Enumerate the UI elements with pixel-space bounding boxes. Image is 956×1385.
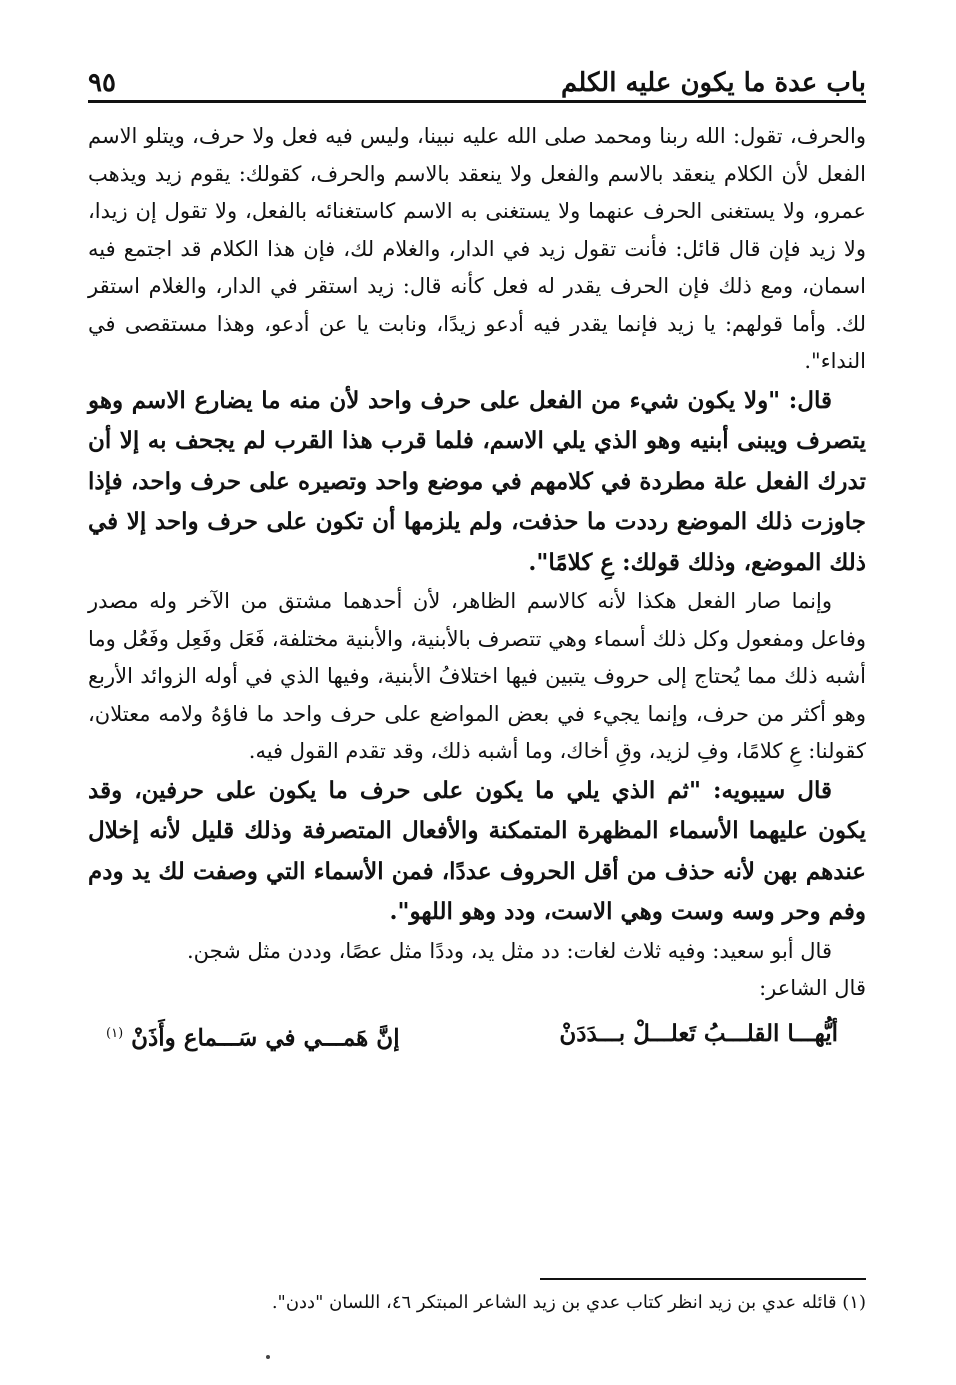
main-text [88, 118, 866, 1060]
paragraph: والحرف، تقول: الله ربنا ومحمد صلى الله عليه نبينا، وليس فيه فعل ولا حرف، ويتلو الاسم الفعل لأن الكلام ينعقد بالاسم والفعل ولا ينعقد بالاسم والحرف، كقولك: يقوم زيد ويذهب عمرو، ولا يستغنى الحرف عنهما ولا يستغنى به الاسم كاستغنائه بالفعل، ولا تقول إن زيدا، ولا زيد فإن قال قائل: فأنت تقول زيد في الدار، والغلام لك، فإن هذا الكلام قد اجتمع فيه اسمان، ومع ذلك فإن الحرف يقدر له فعل كأنه قال: زيد استقر في الدار، والغلام استقر لك. وأما قولهم: يا زيد فإنما يقدر فيه أدعو زيدًا، ونابت يا عن أدعو، وهذا مستقصى في النداء". [88, 124, 866, 373]
footnote-rule [540, 1278, 866, 1280]
paragraph: قال أبو سعيد: وفيه ثلاث لغات: دد مثل يد، وددًا مثل عصًا، وددن مثل شجن. [186, 938, 832, 963]
verse-first-hemistich: أيُّهـــا القلـــبُ تَعلـــلْ بـــدَدَنْ [559, 1019, 838, 1047]
page-number: ٩٥ [88, 68, 116, 98]
quoted-paragraph: قال سيبويه: "ثم الذي يلي ما يكون على حرف ما يكون على حرفين، وقد يكون عليهما الأسماء المظهرة المتمكنة والأفعال المتصرفة وذلك قليل لأنه إخلال عندهم بهن لأنه حذف من أقل الحروف عددًا، فمن الأسماء التي وصفت لك يد ودم وفم وحر وسه وست وهي الاست، ودد وهو اللهو". [88, 776, 866, 925]
chapter-title: باب عدة ما يكون عليه الكلم [561, 68, 866, 98]
quoted-paragraph: قال: "ولا يكون شيء من الفعل على حرف واحد لأن منه ما يضارع الاسم وهو يتصرف ويبنى أبنيه وهو الذي يلي الاسم، فلما قرب هذا القرب لم يجحف به إلا أن تدرك الفعل علة مطردة في كلامهم في موضع واحد وتصيره على حرف واحد، فإذا جاوزت ذلك الموضع رددت ما حذفت، ولم يلزمها أن تكون على حرف واحد إلا في ذلك الموضع، وذلك قولك: عِ كلامًا". [88, 386, 866, 576]
print-speck [266, 1355, 270, 1359]
verse-second-hemistich: إنَّ هَمـــي في سَـــماع وأَذَنْ $^{(١)}$ [106, 1024, 400, 1052]
poetry-verse [88, 1012, 866, 1061]
footnote: (١) قائله عدي بن زيد انظر كتاب عدي بن زيد الشاعر المبتكر ٤٦، اللسان "ددن". [271, 1292, 866, 1313]
header-rule [88, 100, 866, 103]
footnote-marker: (١) [106, 1025, 124, 1041]
paragraph: وإنما صار الفعل هكذا لأنه كالاسم الظاهر، لأن أحدهما مشتق من الآخر وله مصدر وفاعل ومفعول وكل ذلك أسماء وهي تتصرف بالأبنية، والأبنية مختلفة، فَعَل وفَعِل وفَعُل وما أشبه ذلك مما يُحتاج إلى حروف يتبين فيها اختلافُ الأبنية، وفيها الذي في أوله الزوائد الأربع وهو أكثر من حرف، وإنما يجيء في بعض المواضع على حرف واحد ما فاؤهُ ولامه معتلان، كقولنا: عِ كلامًا، وفِ لزيد، وقِ أخاك، وما أشبه ذلك، وقد تقدم القول فيه. [88, 589, 866, 763]
page-header [88, 58, 866, 98]
paragraph: قال الشاعر: [759, 976, 866, 1000]
